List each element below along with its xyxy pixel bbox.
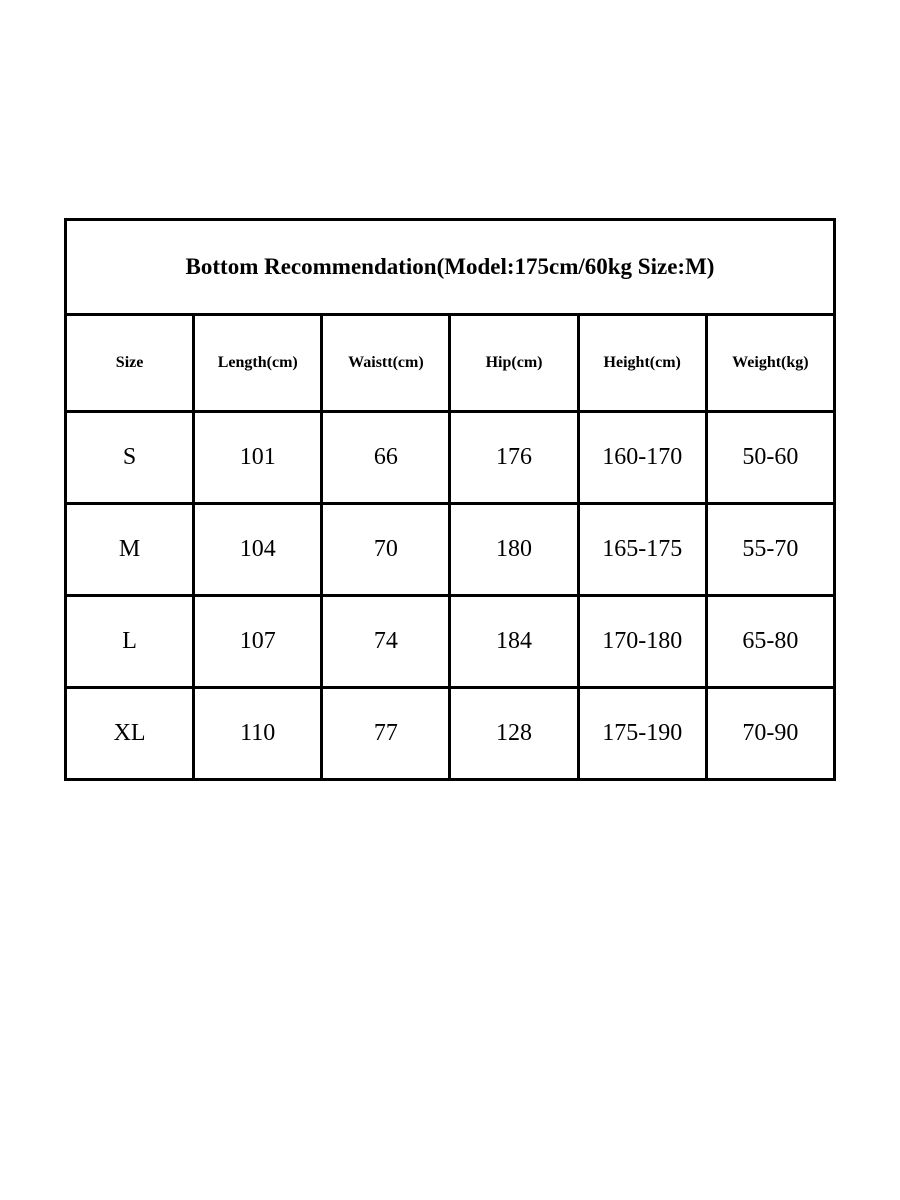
cell-size: M — [66, 504, 194, 596]
column-header-waist: Waistt(cm) — [322, 315, 450, 412]
cell-hip: 180 — [450, 504, 578, 596]
cell-weight: 55-70 — [706, 504, 834, 596]
cell-size: L — [66, 596, 194, 688]
cell-length: 110 — [194, 688, 322, 780]
size-chart-table — [64, 218, 836, 781]
cell-waist: 70 — [322, 504, 450, 596]
table-row — [66, 412, 835, 504]
cell-height: 160-170 — [578, 412, 706, 504]
cell-height: 170-180 — [578, 596, 706, 688]
table-title: Bottom Recommendation(Model:175cm/60kg Size:M) — [66, 220, 835, 315]
cell-size: S — [66, 412, 194, 504]
table-row — [66, 596, 835, 688]
column-header-weight: Weight(kg) — [706, 315, 834, 412]
cell-hip: 128 — [450, 688, 578, 780]
cell-length: 101 — [194, 412, 322, 504]
cell-height: 165-175 — [578, 504, 706, 596]
column-header-length: Length(cm) — [194, 315, 322, 412]
cell-weight: 70-90 — [706, 688, 834, 780]
table-row — [66, 688, 835, 780]
column-header-height: Height(cm) — [578, 315, 706, 412]
cell-height: 175-190 — [578, 688, 706, 780]
header-row — [66, 315, 835, 412]
cell-hip: 176 — [450, 412, 578, 504]
cell-waist: 74 — [322, 596, 450, 688]
title-row — [66, 220, 835, 315]
column-header-size: Size — [66, 315, 194, 412]
cell-length: 104 — [194, 504, 322, 596]
cell-waist: 77 — [322, 688, 450, 780]
table-row — [66, 504, 835, 596]
cell-hip: 184 — [450, 596, 578, 688]
column-header-hip: Hip(cm) — [450, 315, 578, 412]
cell-waist: 66 — [322, 412, 450, 504]
cell-length: 107 — [194, 596, 322, 688]
cell-weight: 65-80 — [706, 596, 834, 688]
cell-weight: 50-60 — [706, 412, 834, 504]
cell-size: XL — [66, 688, 194, 780]
